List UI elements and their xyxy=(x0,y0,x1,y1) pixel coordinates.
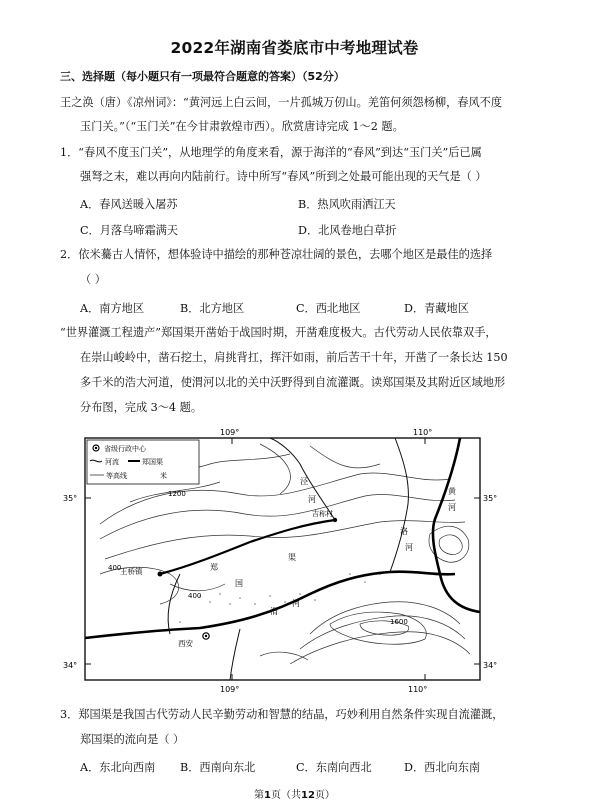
q2-option-d: D．青藏地区 xyxy=(404,302,469,315)
passage1-line1: 王之涣（唐）《凉州词》：“黄河远上白云间，一片孤城万仞山。羌笛何须怨杨柳，春风不度 xyxy=(60,96,503,109)
legend-unit-label: 米 xyxy=(160,472,167,480)
river-label-wei-he: 河 xyxy=(292,599,300,608)
footer-total-pages: 12 xyxy=(301,790,315,801)
canal-label-qu: 渠 xyxy=(288,553,296,562)
q3-stem-line2: 郑国渠的流向是（ ） xyxy=(80,733,185,746)
lat-label-top-left: 35° xyxy=(63,494,78,503)
q3-option-a: A．东北向西南 xyxy=(80,761,156,774)
passage2-line1: “世界灌溉工程遗产”郑国渠开凿始于战国时期，开凿难度极大。古代劳动人民依靠双手， xyxy=(60,326,497,339)
contour-label-400b: 400 xyxy=(188,592,202,600)
lat-label-top-right: 35° xyxy=(483,494,498,503)
q1-stem-line1: 1．“春风不度玉门关”，从地理学的角度来看，源于海洋的“春风”到达“玉门关”后已属 xyxy=(60,146,482,159)
contour-label-1200: 1200 xyxy=(168,490,186,498)
legend-contour-label: 等高线 xyxy=(106,472,127,480)
page-footer xyxy=(0,786,589,801)
passage2-line3: 多千米的浩大河道，使渭河以北的关中沃野得到自流灌溉。读郑国渠及其附近区域地形 xyxy=(80,376,506,389)
passage2-line2: 在崇山峻岭中，凿石挖土，肩挑背扛，挥汗如雨，前后苦干十年，开凿了一条长达 150 xyxy=(80,351,508,364)
page-title: 2022年湖南省娄底市中考地理试卷 xyxy=(170,39,419,57)
q2-option-b: B．北方地区 xyxy=(180,302,245,315)
footer-suffix: 页） xyxy=(314,790,335,801)
q3-option-d: D．西北向东南 xyxy=(404,761,481,774)
legend-river-label: 河流 xyxy=(105,458,119,466)
passage1-line2: 玉门关。”（“玉门关”在今甘肃敦煌市西）。欣赏唐诗完成 1～2 题。 xyxy=(80,120,404,133)
q1-option-d: D．北风卷地白草折 xyxy=(298,224,397,237)
river-label-jing: 泾 xyxy=(300,477,308,486)
river-label-wei: 渭 xyxy=(270,607,278,616)
footer-prefix: 第 xyxy=(254,790,265,801)
lon-label-bottom-left: 109° xyxy=(220,685,240,694)
contour-label-1600: 1600 xyxy=(390,618,408,626)
canal-label-guo: 国 xyxy=(235,579,243,588)
q2-stem-line2: （ ） xyxy=(80,273,106,286)
legend-canal-label: 郑国渠 xyxy=(142,458,163,466)
river-label-huang: 黄 xyxy=(448,487,456,496)
q2-option-c: C．西北地区 xyxy=(296,302,361,315)
q3-stem-line1: 3．郑国渠是我国古代劳动人民辛勤劳动和智慧的结晶，巧妙利用自然条件实现自流灌溉， xyxy=(60,708,504,721)
footer-mid: 页（共 xyxy=(271,790,302,801)
section-heading: 三、选择题（每小题只有一项最符合题意的答案）（52分） xyxy=(60,70,345,83)
legend-capital-label: 省级行政中心 xyxy=(104,445,146,453)
q3-option-c: C．东南向西北 xyxy=(296,761,372,774)
town-jicheng-marker xyxy=(333,518,337,522)
river-label-jing-he: 河 xyxy=(308,495,316,504)
lat-label-bottom-right: 34° xyxy=(483,661,498,670)
zhengguo-canal-terrain-map xyxy=(60,424,498,696)
q3-option-b: B．西南向东北 xyxy=(180,761,256,774)
contour-label-400a: 400 xyxy=(108,564,122,572)
q1-option-a: A．春风送暖入屠苏 xyxy=(80,198,178,211)
q2-option-a: A．南方地区 xyxy=(80,302,145,315)
lat-label-bottom-left: 34° xyxy=(63,661,78,670)
river-label-luo-he: 河 xyxy=(405,543,413,552)
town-wangqiao-label: 王桥镇 xyxy=(120,567,143,576)
footer-page-number: 1 xyxy=(264,790,272,801)
lon-label-bottom-right: 110° xyxy=(408,685,428,694)
lon-label-right: 110° xyxy=(413,428,433,437)
q1-stem-line2: 强弩之末，难以再向内陆前行。诗中所写“春风”所到之处最可能出现的天气是（ ） xyxy=(80,170,487,183)
passage2-line4: 分布图，完成 3～4 题。 xyxy=(80,401,203,414)
canal-label-zheng: 郑 xyxy=(210,563,218,572)
q1-option-c: C．月落乌啼霜满天 xyxy=(80,224,179,237)
city-xian-label: 西安 xyxy=(178,639,193,648)
q2-stem-line1: 2．依米驀古人情怀，想体验诗中描绘的那种苍凉壮阔的景色，去哪个地区是最佳的选择 xyxy=(60,248,493,261)
lon-label-left: 109° xyxy=(220,428,240,437)
river-label-luo: 洛 xyxy=(400,527,408,536)
q1-option-b: B．热风吹雨洒江天 xyxy=(298,198,396,211)
town-wangqiao-marker xyxy=(158,572,163,577)
town-jicheng-label: 吉称村 xyxy=(312,510,333,518)
river-label-huang-he: 河 xyxy=(448,503,456,512)
